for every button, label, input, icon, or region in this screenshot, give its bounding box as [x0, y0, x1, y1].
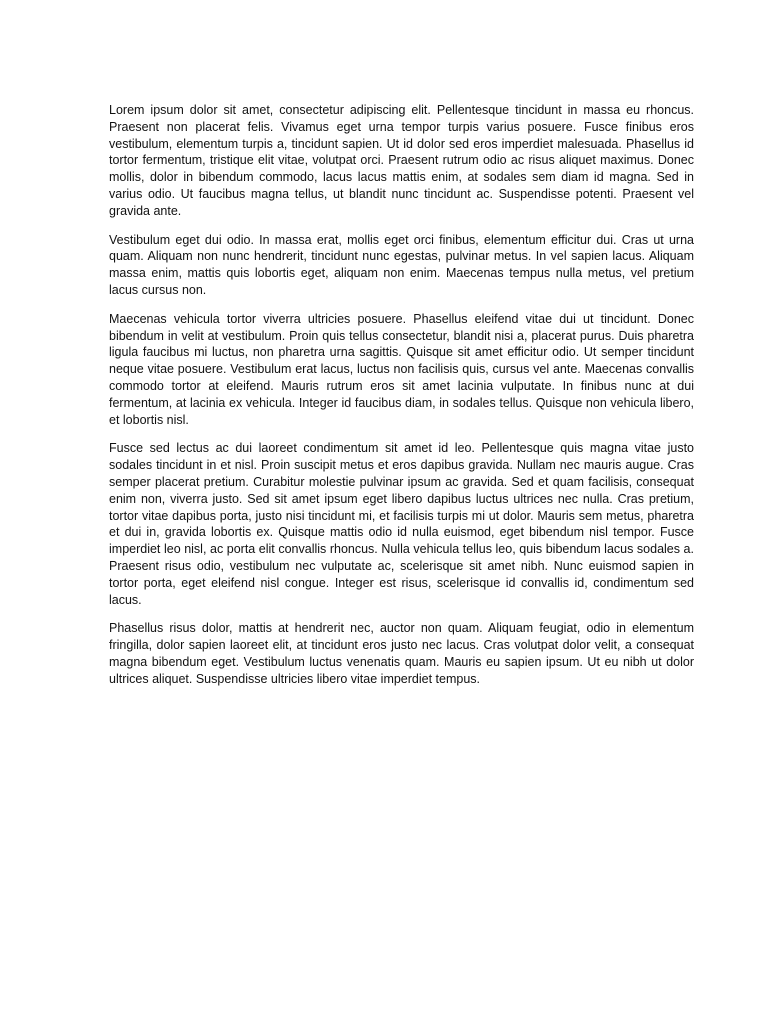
paragraph-2: Vestibulum eget dui odio. In massa erat, mollis eget orci finibus, elementum efficitur dui. Cras ut urna quam. Aliquam non nunc hendrerit, tincidunt nunc egestas, pulvinar metus. In vel sapien lacus. Aliquam massa enim, mattis quis lobortis eget, aliquam non enim. Maecenas tempus nulla metus, vel pretium lacus cursus non.: [109, 232, 694, 297]
paragraph-3: Maecenas vehicula tortor viverra ultricies posuere. Phasellus eleifend vitae dui ut tincidunt. Donec bibendum in velit at vestibulum. Proin quis tellus consectetur, blandit nisi a, placerat purus. Duis pharetra ligula faucibus mi luctus, non pharetra urna sagittis. Quisque sit amet efficitur odio. Ut semper tincidunt neque vitae posuere. Vestibulum erat lacus, luctus non facilisis quis, cursus vel ante. Maecenas convallis commodo tortor at eleifend. Mauris rutrum eros sit amet lacinia vulputate. In finibus nunc at dui fermentum, at lacinia ex vehicula. Integer id faucibus diam, in sodales tellus. Quisque non vehicula libero, et lobortis nisl.: [109, 311, 694, 427]
paragraph-1: Lorem ipsum dolor sit amet, consectetur adipiscing elit. Pellentesque tincidunt in massa eu rhoncus. Praesent non placerat felis. Vivamus eget urna tempor turpis varius posuere. Fusce finibus eros vestibulum, elementum turpis a, tincidunt sapien. Ut id dolor sed eros imperdiet malesuada. Phasellus id tortor fermentum, tristique elit vitae, volutpat orci. Praesent rutrum odio ac risus aliquet maximus. Donec mollis, dolor in bibendum commodo, lacus lacus mattis enim, at sodales sem diam id magna. Sed in varius odio. Ut faucibus magna tellus, ut blandit nunc tincidunt ac. Suspendisse potenti. Praesent vel gravida ante.: [109, 103, 694, 218]
paragraph-4: Fusce sed lectus ac dui laoreet condimentum sit amet id leo. Pellentesque quis magna vitae justo sodales tincidunt in et nisl. Proin suscipit metus et eros dapibus gravida. Nullam nec mauris augue. Cras semper placerat pretium. Curabitur molestie pulvinar ipsum ac gravida. Sed et quam facilisis, consequat enim non, viverra justo. Sed sit amet ipsum eget libero dapibus luctus ultrices nec nulla. Cras pretium, tortor vitae dapibus porta, justo nisi tincidunt mi, et facilisis turpis mi ut dolor. Mauris sem metus, pharetra et dui in, gravida lobortis ex. Quisque mattis odio id nulla euismod, eget bibendum nisl tempor. Fusce imperdiet leo nisl, ac porta elit convallis rhoncus. Nulla vehicula tellus leo, quis bibendum lacus sodales a. Praesent risus odio, vestibulum nec vulputate ac, scelerisque sit amet nibh. Nunc euismod sapien in tortor porta, eget eleifend nisl congue. Integer est risus, scelerisque id convallis id, condimentum sed lacus.: [109, 441, 694, 607]
paragraph-5: Phasellus risus dolor, mattis at hendrerit nec, auctor non quam. Aliquam feugiat, odio in elementum fringilla, dolor sapien laoreet elit, at tincidunt eros justo nec lacus. Cras volutpat dolor velit, a consequat magna bibendum eget. Vestibulum luctus venenatis quam. Mauris eu sapien ipsum. Ut eu nibh ut dolor ultrices aliquet. Suspendisse ultricies libero vitae imperdiet tempus.: [109, 621, 694, 686]
document-page: [109, 102, 694, 700]
